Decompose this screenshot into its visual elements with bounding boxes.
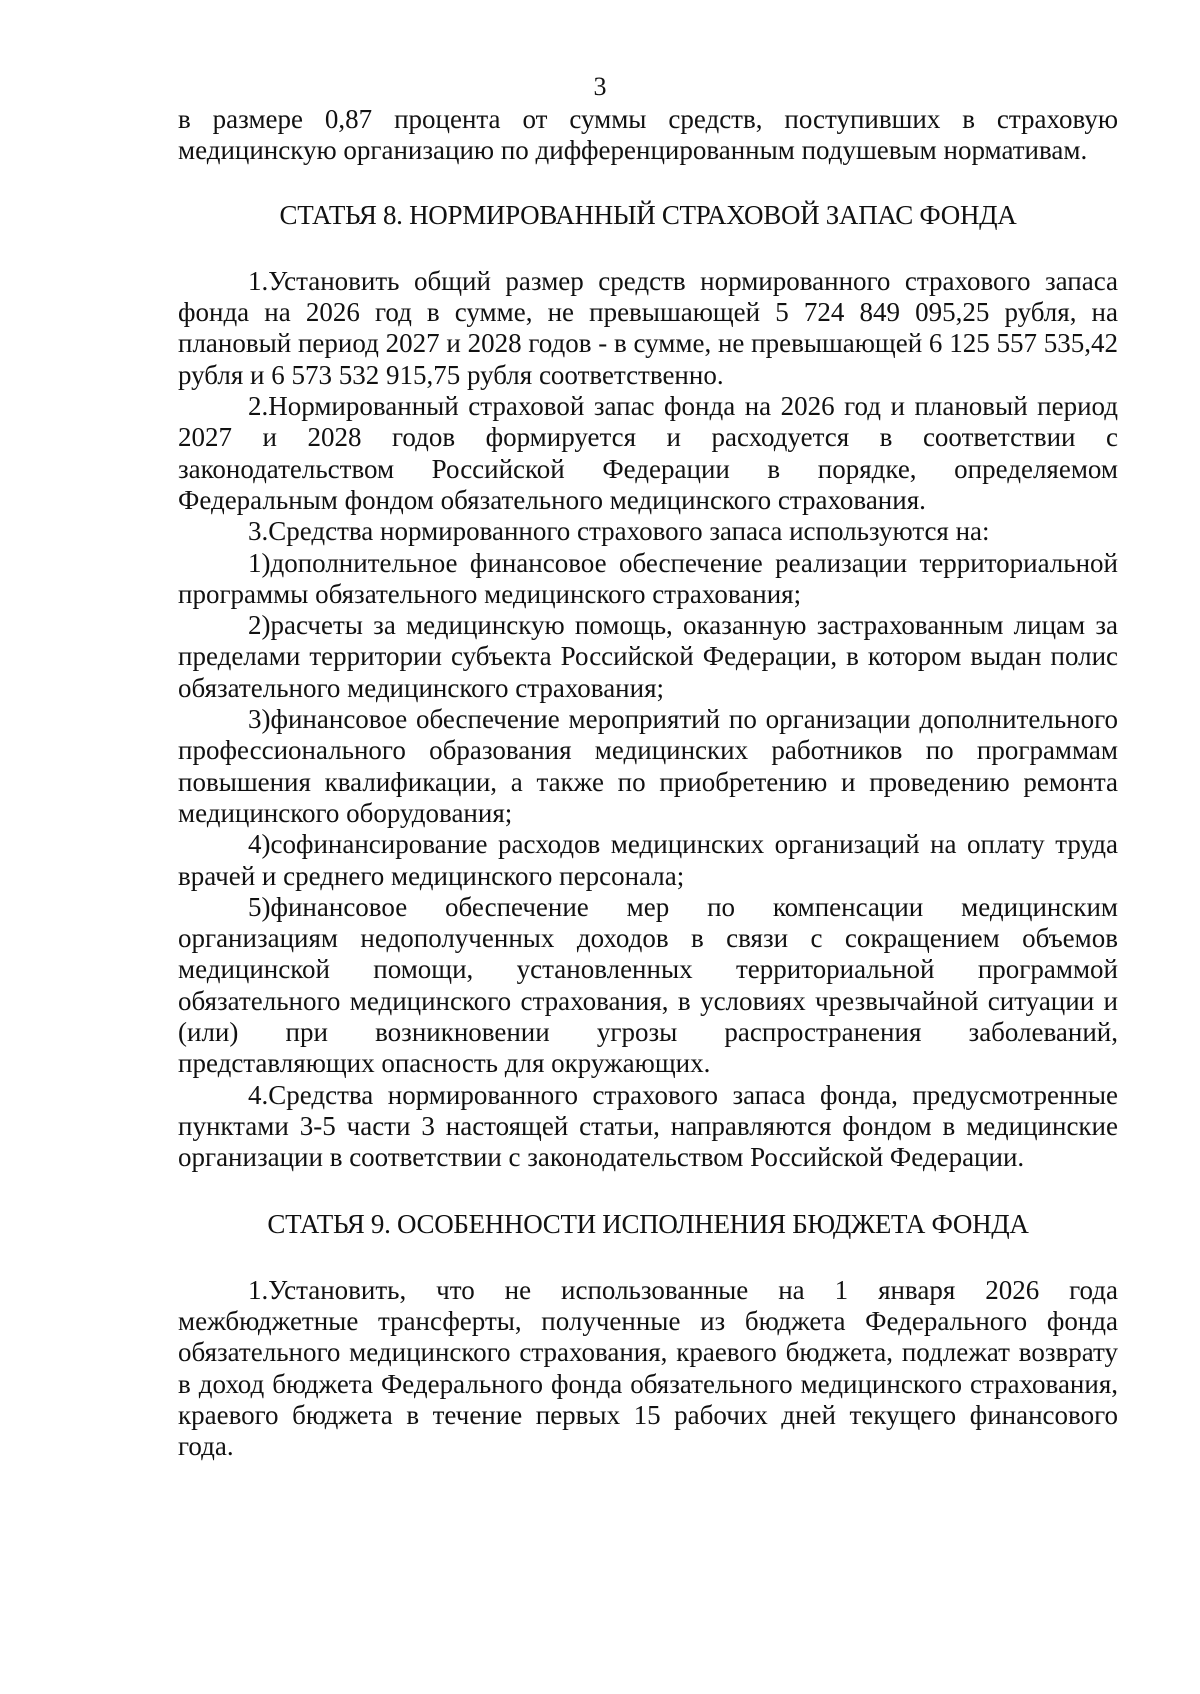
article-8-title: СТАТЬЯ 8. НОРМИРОВАННЫЙ СТРАХОВОЙ ЗАПАС ФОНДА: [279, 199, 1017, 230]
page-number: 3: [593, 72, 607, 101]
article-9-title: СТАТЬЯ 9. ОСОБЕННОСТИ ИСПОЛНЕНИЯ БЮДЖЕТА ФОНДА: [267, 1208, 1029, 1239]
article-8-item-3: 3)финансовое обеспечение мероприятий по организации дополнительного профессионального образования медицинских работников по программам повышения квалификации, а также по приобретению и проведению ремонта медицинского оборудования;: [178, 704, 1118, 828]
article-8-paragraph-4: 4.Средства нормированного страхового запаса фонда, предусмотренные пунктами 3-5 части 3 настоящей статьи, направляются фондом в медицинские организации в соответствии с законодательством Российской Федерации.: [178, 1079, 1118, 1173]
article-8-item-5: 5)финансовое обеспечение мер по компенсации медицинским организациям недополученных доходов в связи с сокращением объемов медицинской помощи, установленных территориальной программой обязательного медицинского страхования, в условиях чрезвычайной ситуации и (или) при возникновении угрозы распространения заболеваний, представляющих опасность для окружающих.: [178, 891, 1118, 1079]
article-8-paragraph-3: 3.Средства нормированного страхового запаса используются на:: [248, 516, 990, 547]
continuation-paragraph: в размере 0,87 процента от суммы средств, поступивших в страховую медицинскую организацию по дифференцированным подушевым нормативам.: [178, 104, 1118, 166]
article-8-item-4: 4)софинансирование расходов медицинских организаций на оплату труда врачей и среднего медицинского персонала;: [178, 829, 1118, 891]
article-9-paragraph-1: 1.Установить, что не использованные на 1 января 2026 года межбюджетные трансферты, полученные из бюджета Федерального фонда обязательного медицинского страхования, краевого бюджета, подлежат возврату в доход бюджета Федерального фонда обязательного медицинского страхования, краевого бюджета в течение первых 15 рабочих дней текущего финансового года.: [178, 1274, 1118, 1462]
article-8-paragraph-1: 1.Установить общий размер средств нормированного страхового запаса фонда на 2026 год в сумме, не превышающей 5 724 849 095,25 рубля, на плановый период 2027 и 2028 годов - в сумме, не превышающей 6 125 557 535,42 рубля и 6 573 532 915,75 рубля соответственно.: [178, 265, 1118, 390]
article-8-paragraph-2: 2.Нормированный страховой запас фонда на 2026 год и плановый период 2027 и 2028 годов формируется и расходуется в соответствии с законодательством Российской Федерации в порядке, определяемом Федеральным фондом обязательного медицинского страхования.: [178, 391, 1118, 515]
article-8-item-2: 2)расчеты за медицинскую помощь, оказанную застрахованным лицам за пределами территории субъекта Российской Федерации, в котором выдан полис обязательного медицинского страхования;: [178, 610, 1118, 703]
document-body: [178, 104, 1118, 1463]
article-8-item-1: 1)дополнительное финансовое обеспечение реализации территориальной программы обязательного медицинского страхования;: [178, 547, 1118, 609]
